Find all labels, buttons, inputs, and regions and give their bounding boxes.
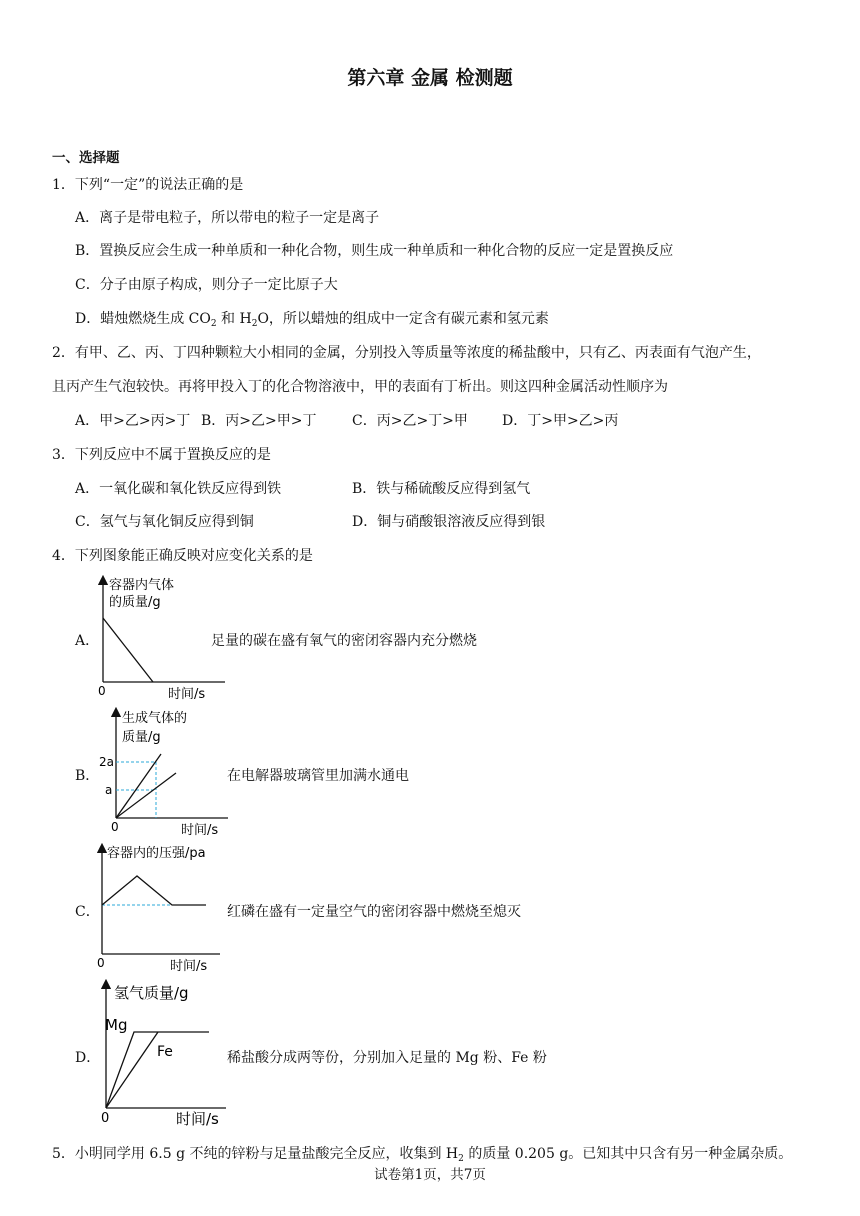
y-axis-label-line-2: 质量/g xyxy=(122,730,161,745)
option-d-text-1: D．蜡烛燃烧生成 CO xyxy=(75,311,211,327)
subscript: 2 xyxy=(251,319,258,329)
graph-d-option-label: D． xyxy=(75,1050,101,1066)
question-2-option-d: D．丁>甲>乙>丙 xyxy=(502,413,619,429)
graph-b xyxy=(96,706,236,838)
graph-c-option-label: C． xyxy=(75,904,100,920)
fe-line xyxy=(106,1032,158,1108)
graph-d xyxy=(94,978,234,1130)
graph-b-option-label: B． xyxy=(75,768,100,784)
question-3-stem: 3．下列反应中不属于置换反应的是 xyxy=(52,447,271,463)
question-2-line-1: 2．有甲、乙、丙、丁四种颗粒大小相同的金属，分别投入等质量等浓度的稀盐酸中，只有乙、丙表面有气泡产生， xyxy=(52,345,761,361)
origin-label: 0 xyxy=(101,1111,110,1126)
question-2-option-c: C．丙>乙>丁>甲 xyxy=(352,413,468,429)
graph-a-option-label: A． xyxy=(75,633,100,649)
graph-a-description: 足量的碳在盛有氧气的密闭容器内充分燃烧 xyxy=(211,633,477,649)
y-axis-label: 容器内的压强/pa xyxy=(107,846,206,861)
subscript: 2 xyxy=(458,1154,464,1164)
origin-label: 0 xyxy=(98,684,106,698)
question-3-option-d: D．铜与硝酸银溶液反应得到银 xyxy=(352,514,546,530)
question-3-option-a: A．一氧化碳和氧化铁反应得到铁 xyxy=(75,481,282,497)
question-5-text-1: 5．小明同学用 6.5 g 不纯的锌粉与足量盐酸完全反应，收集到 H xyxy=(52,1146,459,1162)
question-2-line-2: 且丙产生气泡较快。再将甲投入丁的化合物溶液中，甲的表面有丁析出。则这四种金属活动性顺序为 xyxy=(52,379,668,395)
question-5-text-2: 的质量 0.205 g。已知其中只含有另一种金属杂质。 xyxy=(463,1146,793,1162)
y-axis-label-line-1: 生成气体的 xyxy=(122,711,188,726)
y-axis-label-line-2: 的质量/g xyxy=(109,595,161,610)
question-1-option-a: A．离子是带电粒子，所以带电的粒子一定是离子 xyxy=(75,210,380,226)
question-5-stem xyxy=(52,1143,792,1163)
question-4-stem: 4．下列图象能正确反映对应变化关系的是 xyxy=(52,548,313,564)
subscript: 2 xyxy=(210,319,217,329)
origin-label: 0 xyxy=(111,820,119,834)
x-axis-label: 时间/s xyxy=(168,687,206,702)
y-axis-label-line-1: 容器内气体 xyxy=(109,578,175,593)
y-axis-label: 氢气质量/g xyxy=(114,984,189,1002)
question-1-option-c: C．分子由原子构成，则分子一定比原子大 xyxy=(75,277,338,293)
mg-series-label: Mg xyxy=(105,1016,128,1034)
graph-b-description: 在电解器玻璃管里加满水通电 xyxy=(227,768,409,784)
question-3-option-c: C．氢气与氧化铜反应得到铜 xyxy=(75,514,254,530)
fe-series-label: Fe xyxy=(157,1044,173,1060)
x-axis-label: 时间/s xyxy=(181,823,219,838)
origin-label: 0 xyxy=(97,956,105,970)
graph-a-line xyxy=(103,618,153,682)
graph-b-line-shallow xyxy=(116,773,176,818)
graph-d-description: 稀盐酸分成两等份，分别加入足量的 Mg 粉、Fe 粉 xyxy=(227,1050,547,1066)
x-axis-label: 时间/s xyxy=(170,959,208,974)
x-axis-label: 时间/s xyxy=(176,1110,219,1128)
question-3-option-b: B．铁与稀硫酸反应得到氢气 xyxy=(352,481,531,497)
section-heading: 一、选择题 xyxy=(52,150,120,166)
graph-b-line-steep xyxy=(116,754,161,818)
question-2-option-b: B．丙>乙>甲>丁 xyxy=(201,413,317,429)
question-2-option-a: A．甲>乙>丙>丁 xyxy=(75,413,191,429)
question-1-option-b: B．置换反应会生成一种单质和一种化合物，则生成一种单质和一种化合物的反应一定是置换反应 xyxy=(75,243,674,259)
question-1-stem: 1．下列“一定”的说法正确的是 xyxy=(52,177,244,193)
question-1-option-d xyxy=(75,308,549,328)
option-d-text-3: O，所以蜡烛的组成中一定含有碳元素和氢元素 xyxy=(257,311,549,327)
tick-label-a: a xyxy=(105,783,113,797)
option-d-text-2: 和 H xyxy=(216,311,252,327)
page-title: 第六章 金属 检测题 xyxy=(347,67,513,89)
graph-a xyxy=(90,572,230,702)
graph-c-description: 红磷在盛有一定量空气的密闭容器中燃烧至熄灭 xyxy=(227,904,521,920)
page-footer: 试卷第1页，共7页 xyxy=(374,1167,486,1183)
graph-c-line xyxy=(102,876,206,905)
tick-label-2a: 2a xyxy=(99,755,114,769)
